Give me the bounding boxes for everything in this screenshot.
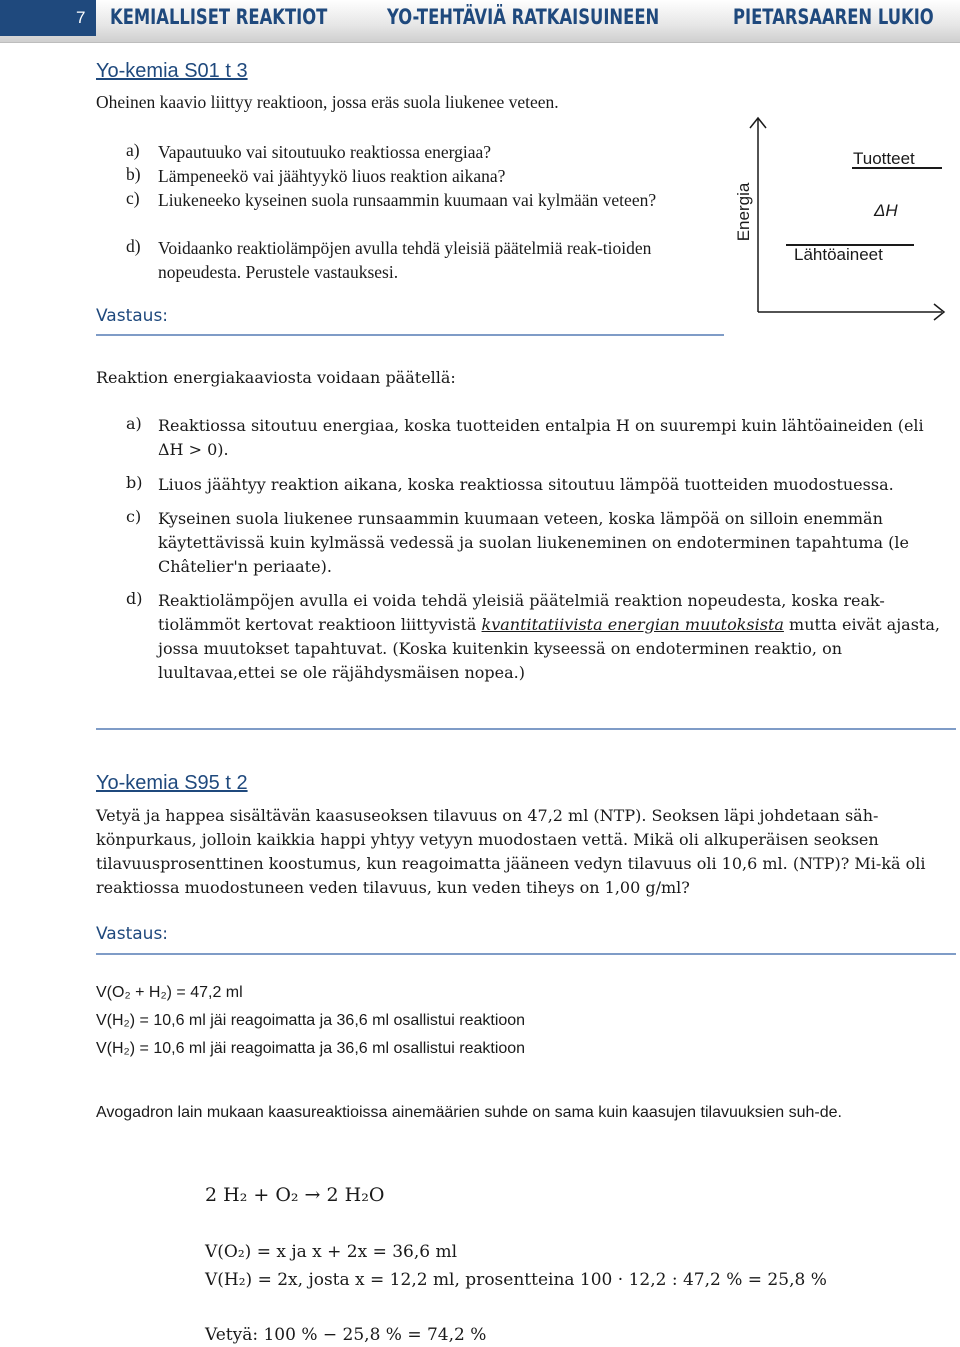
section2-title: Yo-kemia S95 t 2: [96, 772, 248, 794]
header-left-title: KEMIALLISET REAKTIOT: [110, 5, 328, 29]
question-label: c): [126, 188, 140, 208]
answer-intro: Reaktion energiakaaviosta voidaan päätellä:: [96, 368, 456, 387]
section1-vastaus: Vastaus:: [96, 306, 169, 326]
reactants-label: Lähtöaineet: [794, 245, 883, 264]
answer-text-part: Reaktiolämpöjen avulla ei voida tehdä yleisiä päätelmiä reaktion nopeudesta, koska reak-tiolämmöt kertovat reaktioon liittyvistä: [158, 591, 885, 634]
section1-intro: Oheinen kaavio liittyy reaktioon, jossa eräs suola liukenee veteen.: [96, 92, 559, 112]
page-number: 7: [0, 0, 96, 36]
answer-text-part: mutta eivät ajasta, jossa muutokset tapahtuvat. (Koska kuitenkin kyseessä on endoterminen reaktio, on luultavaa,ettei se ole räjähdysmäisen nopea.): [158, 615, 940, 682]
answer-b: [126, 473, 956, 497]
section-divider: [96, 728, 956, 730]
question-c: [126, 188, 736, 236]
answer-text: [158, 589, 953, 685]
question-label: b): [126, 164, 141, 184]
question-d: [126, 236, 736, 284]
equation-1: V(O₂) = x ja x + 2x = 36,6 ml: [205, 1242, 458, 1262]
header-right-title: PIETARSAAREN LUKIO: [733, 5, 934, 29]
page-header: [0, 0, 960, 43]
section1-title: Yo-kemia S01 t 3: [96, 60, 248, 82]
answer-label: c): [126, 507, 142, 526]
section2-vastaus: Vastaus:: [96, 924, 169, 944]
answer-emphasis: kvantitatiivista energian muutoksista: [481, 615, 784, 634]
avogadro-text: Avogadron lain mukaan kaasureaktioissa ainemäärien suhde on sama kuin kaasujen tilavuuksien suh-de.: [96, 1104, 842, 1121]
volume-line-2: V(H₂) = 10,6 ml jäi reagoimatta ja 36,6 ml osallistui reaktioon: [96, 1012, 526, 1029]
section2-answer-rule: [96, 953, 956, 955]
answer-d: [126, 589, 956, 685]
answer-label: a): [126, 414, 142, 433]
section1-answer-rule: [96, 334, 724, 336]
answer-label: b): [126, 473, 143, 492]
answer-c: [126, 507, 956, 579]
question-text: Liukeneeko kyseinen suola runsaammin kuumaan vai kylmään veteen?: [158, 190, 657, 210]
energy-label: Energia: [734, 182, 753, 242]
question-text: Voidaanko reaktiolämpöjen avulla tehdä yleisiä päätelmiä reak-tioiden nopeudesta. Perustele vastauksesi.: [158, 238, 652, 282]
answer-text: Liuos jäähtyy reaktion aikana, koska reaktiossa sitoutuu lämpöä tuotteiden muodostuessa.: [158, 475, 894, 494]
volume-line-1: V(O₂ + H₂) = 47,2 ml: [96, 984, 243, 1001]
section2-problem: Vetyä ja happea sisältävän kaasuseoksen tilavuus on 47,2 ml (NTP). Seoksen läpi johdetaan säh-könpurkaus, jolloin kaikkia happi yhtyy vetyyn muodostaen vettä. Mikä oli alkuperäisen seoksen tilavuusprosenttinen koostumus, kun reagoimatta jääneen vedyn tilavuus oli 10,6 ml. (NTP)? Mi-kä oli reaktiossa muodostuneen veden tilavuus, kun veden tiheys on 1,00 g/ml?: [96, 806, 926, 897]
question-b: [126, 164, 736, 188]
result-line: Vetyä: 100 % − 25,8 % = 74,2 %: [205, 1325, 487, 1345]
answer-text: Reaktiossa sitoutuu energiaa, koska tuotteiden entalpia H on suurempi kuin lähtöaineiden (eli ΔH > 0).: [158, 416, 924, 459]
question-text: Vapautuuko vai sitoutuuko reaktiossa energiaa?: [158, 142, 492, 162]
reaction-equation: 2 H₂ + O₂ → 2 H₂O: [205, 1184, 385, 1206]
question-a: [126, 140, 736, 164]
header-center-title: YO-TEHTÄVIÄ RATKAISUINEEN: [387, 5, 660, 29]
delta-h-label: ΔH: [874, 201, 898, 220]
answer-label: d): [126, 589, 143, 608]
products-label: Tuotteet: [853, 149, 915, 168]
question-text: Lämpeneekö vai jäähtyykö liuos reaktion aikana?: [158, 166, 506, 186]
question-label: d): [126, 236, 141, 256]
question-label: a): [126, 140, 140, 160]
answer-text: Kyseinen suola liukenee runsaammin kuumaan veteen, koska lämpöä on silloin enemmän käytettävissä kuin kylmässä vedessä ja suolan liukeneminen on endoterminen tapahtuma (le Châtelier'n periaate).: [158, 509, 909, 576]
answer-a: [126, 414, 956, 462]
equation-2: V(H₂) = 2x, josta x = 12,2 ml, prosentteina 100 · 12,2 : 47,2 % = 25,8 %: [205, 1270, 827, 1290]
volume-line-3: V(H₂) = 10,6 ml jäi reagoimatta ja 36,6 ml osallistui reaktioon: [96, 1040, 526, 1057]
energy-diagram: [728, 112, 952, 322]
